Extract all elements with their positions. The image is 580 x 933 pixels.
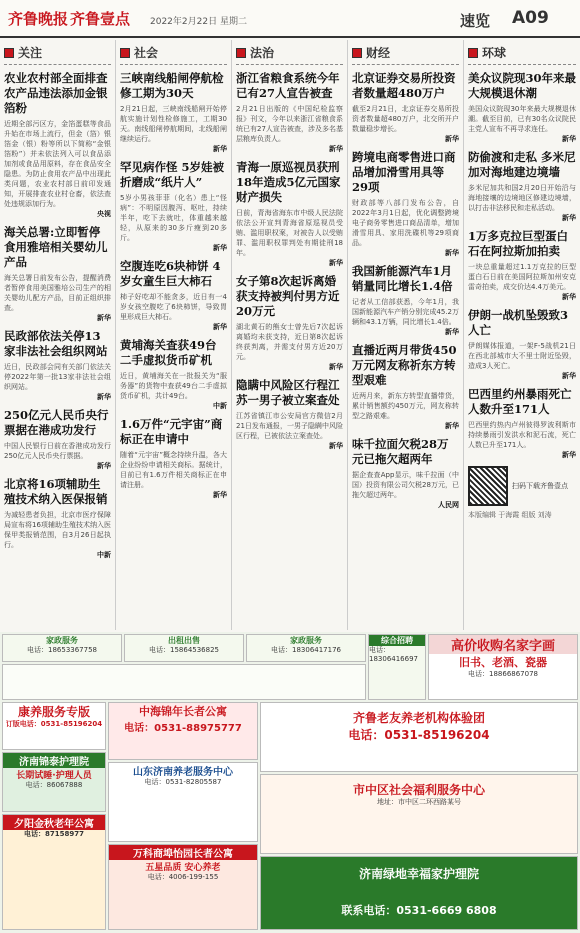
article-title[interactable]: 我国新能源汽车1月销量同比增长1.4倍 <box>352 264 453 293</box>
column-tag <box>352 44 459 65</box>
ad-housekeeping-1[interactable]: 家政服务 电话：18653367758 <box>2 634 122 662</box>
editor-credits: 本版编辑 于海霞 组版 刘涛 <box>468 511 552 519</box>
section-marker-icon <box>4 48 14 58</box>
article[interactable] <box>352 343 459 431</box>
article[interactable] <box>468 308 576 381</box>
ad-antique-purchase[interactable]: 高价收购名家字画 旧书、老酒、瓷器 电话：18866867078 <box>428 634 578 700</box>
article-body: 据企查查App显示，味千拉面（中国）投资有限公司欠税28万元，已拖欠超过两年。 <box>352 471 459 499</box>
section-marker-icon <box>352 48 362 58</box>
article-title[interactable]: 美众议院现30年来最大规模退休潮 <box>468 71 577 100</box>
article-title[interactable]: 海关总署:立即暂停食用雅培相关婴幼儿产品 <box>4 225 108 269</box>
article-body: 江苏省镇江市公安局官方微信2月21日发布通报，一男子隐瞒中风险区行程，已被依法立案查处。 <box>236 412 343 440</box>
article-body: 中国人民银行日前在香港成功发行250亿元人民币央行票据。 <box>4 442 111 460</box>
article[interactable] <box>352 150 459 258</box>
ad-jintai-nursing[interactable]: 济南锦泰护理院 长期试睡·护理人员 电话：86067888 <box>2 752 106 812</box>
article-source: 新华 <box>562 135 576 143</box>
column-tag-label: 法治 <box>250 46 275 60</box>
article-source: 新华 <box>562 372 576 380</box>
ad-qilu-elderly-tour[interactable]: 齐鲁老友养老机构体验团 电话：0531-85196204 <box>260 702 578 772</box>
column-tag-label: 关注 <box>18 46 43 60</box>
article-title[interactable]: 三峡南线船闸停航检修工期为30天 <box>120 71 224 100</box>
ad-greenland-nursing[interactable]: 济南绿地幸福家护理院 联系电话：0531-6669 6808 <box>260 856 578 930</box>
article-body: 海关总署日前发布公告，提醒消费者暂停食用美国雅培公司生产的相关婴幼儿配方产品，目前正组织排查。 <box>4 274 111 312</box>
article[interactable] <box>352 437 459 510</box>
column-tag <box>468 44 576 65</box>
qr-caption: 扫码下载齐鲁壹点 <box>512 481 568 490</box>
section-marker-icon <box>468 48 478 58</box>
article-title[interactable]: 直播近两月带货450万元网友称祈东方转型艰难 <box>352 343 457 387</box>
column-tag-label: 环球 <box>482 46 507 60</box>
article-body: 柿子好吃却不能贪多，近日有一4岁女孩空腹吃了6块柿饼，导致胃里形成巨大柿石。 <box>120 293 227 321</box>
column-tag-label: 财经 <box>366 46 391 60</box>
article[interactable] <box>236 160 343 268</box>
article-body: 记者从工信部获悉，今年1月，我国新能源汽车产销分别完成45.2万辆和43.1万辆，同比增长1.4倍。 <box>352 298 459 326</box>
qr-code-icon[interactable] <box>468 466 508 506</box>
article-source: 新华 <box>97 462 111 470</box>
article-source: 新华 <box>329 259 343 267</box>
article-source: 新华 <box>562 451 576 459</box>
article-title[interactable]: 250亿元人民币央行票据在港成功发行 <box>4 408 109 437</box>
ad-welfare-center[interactable]: 市中区社会福利服务中心 地址：市中区二环西路某号 <box>260 774 578 854</box>
article-body: 湖北黄石的熊女士曾先后7次起诉离婚均未获支持，近日第8次起诉终获判离，并需支付男方近20万元。 <box>236 323 343 361</box>
article[interactable] <box>120 338 227 411</box>
article-title[interactable]: 黄埔海关查获49台二手虚拟货币矿机 <box>120 338 217 367</box>
ad-zhonghai-apartment[interactable]: 中海锦年长者公寓 电话：0531-88975777 <box>108 702 258 760</box>
ad-housekeeping-2[interactable]: 家政服务 电话：18306417176 <box>246 634 366 662</box>
column-tag-label: 社会 <box>134 46 159 60</box>
article-body: 截至2月21日，北京证券交易所投资者数量超480万户，北交所开户数量稳步增长。 <box>352 105 459 133</box>
article-body: 2月21日出版的《中国纪检监察报》刊文，今年以来浙江省粮食系统已有27人宣告被查，涉及多名基层粮库负责人。 <box>236 105 343 143</box>
column-2 <box>116 40 232 630</box>
article-title[interactable]: 女子第8次起诉离婚获支持被判付男方近20万元 <box>236 274 340 318</box>
article-body: 一块总重量超过1.1万克拉的巨型蛋白石日前在美国阿拉斯加州安克雷奇拍卖，成交价达4.4万美元。 <box>468 263 576 291</box>
article-title[interactable]: 空腹连吃6块柿饼 4岁女童生巨大柿石 <box>120 259 221 288</box>
article[interactable] <box>4 408 111 471</box>
article[interactable] <box>468 150 576 223</box>
article-title[interactable]: 1.6万件“元宇宙”商标正在申请中 <box>120 417 223 446</box>
article-body: 近日，民政部会同有关部门依法关停2022年第一批13家非法社会组织网站。 <box>4 363 111 391</box>
article-title[interactable]: 跨境电商零售进口商品增加滑雪用具等29项 <box>352 150 456 194</box>
column-tag <box>120 44 227 65</box>
ad-elderly-care-section[interactable]: 康养服务专版 订版电话：0531-85196204 <box>2 702 106 750</box>
ad-sunset-apartment[interactable]: 夕阳金秋老年公寓 电话：87158977 <box>2 814 106 930</box>
news-columns <box>0 40 580 630</box>
ad-section <box>0 632 580 933</box>
app-download-block[interactable] <box>468 466 576 506</box>
article-body: 财政部等八部门发布公告，自2022年3月1日起，优化调整跨境电子商务零售进口商品清单，增加滑雪用具、家用洗碟机等29项商品。 <box>352 199 459 247</box>
article[interactable] <box>352 71 459 144</box>
article-source: 新华 <box>445 249 459 257</box>
article-body: 为减轻患者负担，北京市医疗保障局宣布将16项辅助生殖技术纳入医保甲类报销范围，自3月26日起执行。 <box>4 511 111 549</box>
article-source: 新华 <box>445 422 459 430</box>
article-title[interactable]: 浙江省粮食系统今年已有27人宣告被查 <box>236 71 340 100</box>
article-source: 新华 <box>213 491 227 499</box>
article-source: 新华 <box>562 293 576 301</box>
article-title[interactable]: 巴西里约州暴雨死亡人数升至171人 <box>468 387 572 416</box>
article[interactable] <box>4 71 111 219</box>
issue-date: 2022年2月22日 星期二 <box>150 17 247 27</box>
article-body: 多米尼加共和国2月20日开始沿与海地接壤的边境地区修建边境墙，以打击非法移民和走私活动。 <box>468 184 576 212</box>
article-body: 近两月来，新东方转型直播带货，累计销售额约450万元，网友称转型之路艰难。 <box>352 392 459 420</box>
article[interactable] <box>120 417 227 500</box>
ad-recruitment[interactable]: 综合招聘 电话：18306416697 <box>368 634 426 700</box>
article-body: 伊朗媒体报道，一架F-5战机21日在西北部城市大不里士附近坠毁，造成3人死亡。 <box>468 342 576 370</box>
article-source: 新华 <box>213 323 227 331</box>
column-3 <box>232 40 348 630</box>
article-source: 新华 <box>445 328 459 336</box>
article[interactable] <box>4 477 111 560</box>
article-source: 中新 <box>213 402 227 410</box>
article-title[interactable]: 隐瞒中风险区行程江苏一男子被立案查处 <box>236 378 340 407</box>
article[interactable] <box>352 264 459 337</box>
column-1 <box>0 40 116 630</box>
section-marker-icon <box>236 48 246 58</box>
article-title[interactable]: 农业农村部全面排查农产品违法添加金银箔粉 <box>4 71 108 115</box>
page-header <box>0 0 580 38</box>
article-source: 中新 <box>97 551 111 559</box>
article[interactable] <box>120 160 227 253</box>
column-tag <box>236 44 343 65</box>
article-body: 随着“元宇宙”概念持续升温，各大企业纷纷申请相关商标。据统计，目前已有1.6万件相关商标正在申请注册。 <box>120 451 227 489</box>
article-source: 新华 <box>329 145 343 153</box>
article-title[interactable]: 北京将16项辅助生殖技术纳入医保报销 <box>4 477 108 506</box>
article[interactable] <box>236 274 343 372</box>
article[interactable] <box>468 387 576 460</box>
article[interactable] <box>468 71 576 144</box>
article-source: 新华 <box>97 314 111 322</box>
article[interactable] <box>4 225 111 323</box>
article-source: 人民网 <box>438 501 459 509</box>
article-source: 新华 <box>97 393 111 401</box>
article-body: 近期全部污区方，金箔蛋糕等食品升始在市场上流行，但金（箔）银箔金（银）粉等所以下简称“金银箔粉”）并未依法列入可以食品添加剂或食品用原料，存在食品安全隐患。为防止食用农产品中出现此类问题，农业农村部日前印发通知，开展排查农业村仓畜，依法查处违规添加行为。 <box>4 120 111 208</box>
article-title[interactable]: 伊朗一战机坠毁致3人亡 <box>468 308 569 337</box>
article-title[interactable]: 防偷渡和走私 多米尼加对海地建边境墙 <box>468 150 576 179</box>
article-title[interactable]: 青海一原巡视员获刑18年造成5亿元国家财产损失 <box>236 160 341 204</box>
ad-rental[interactable]: 出租出售 电话：15864536825 <box>124 634 244 662</box>
column-5 <box>464 40 580 630</box>
article-title[interactable]: 民政部依法关停13家非法社会组织网站 <box>4 329 108 358</box>
article-body: 美国众议院现30年来最大规模退休潮。截至目前，已有30名众议院民主党人宣布不再寻求连任。 <box>468 105 576 133</box>
article-source: 新华 <box>445 135 459 143</box>
article-source: 新华 <box>213 145 227 153</box>
article-source: 新华 <box>213 244 227 252</box>
article-title[interactable]: 北京证券交易所投资者数量超480万户 <box>352 71 456 100</box>
article-title[interactable]: 1万多克拉巨型蛋白石在阿拉斯加拍卖 <box>468 229 569 258</box>
article[interactable] <box>236 378 343 451</box>
article[interactable] <box>236 71 343 154</box>
article-body: 日前，青海省海东市中级人民法院依法公开宣判青海省原巡视员受贿、滥用职权案，对被告人以受贿罪、滥用职权罪判处有期徒刑18年。 <box>236 209 343 257</box>
newspaper-logo: 齐鲁晚报 齐鲁壹点 <box>8 10 131 28</box>
article-body: 2月21日起，三峡南线船闸开始停航实施计划性检修施工，工期30天。南线船闸停航期间，北线船闸继续运行。 <box>120 105 227 143</box>
article-body: 5岁小男孩菲菲（化名）患上“怪病”：不明原因腹泻、呕吐，持续半年，吃下去就吐，体重越来越轻，从原来的30多斤瘦到20多斤。 <box>120 194 227 242</box>
article-body: 近日，黄埔海关在一批报关为“服务器”的货物中查获49台二手虚拟货币矿机，共计49台。 <box>120 372 227 400</box>
article-source: 央视 <box>97 210 111 218</box>
article[interactable] <box>468 229 576 302</box>
ad-classifieds-block <box>2 664 366 700</box>
column-tag <box>4 44 111 65</box>
article-source: 新华 <box>329 363 343 371</box>
section-marker-icon <box>120 48 130 58</box>
page-number: A09 <box>512 8 549 28</box>
article-source: 新华 <box>562 214 576 222</box>
article-title[interactable]: 味千拉面欠税28万元已拖欠超两年 <box>352 437 449 466</box>
article[interactable] <box>120 259 227 332</box>
article-body: 巴西里约热内卢州彼得罗波利斯市持续暴雨引发洪水和泥石流，死亡人数已升至171人。 <box>468 421 576 449</box>
section-title: 速览 <box>460 12 491 30</box>
article[interactable] <box>120 71 227 154</box>
ad-vanke-apartment[interactable]: 万科商埠怡园长者公寓 五星品质 安心养老 电话：4006-199-155 <box>108 844 258 930</box>
article-title[interactable]: 罕见病作怪 5岁娃被折磨成“纸片人” <box>120 160 225 189</box>
ad-shandong-elderly-center[interactable]: 山东济南养老服务中心 电话：0531-82805587 <box>108 762 258 842</box>
column-4 <box>348 40 464 630</box>
article[interactable] <box>4 329 111 402</box>
article-source: 新华 <box>329 442 343 450</box>
